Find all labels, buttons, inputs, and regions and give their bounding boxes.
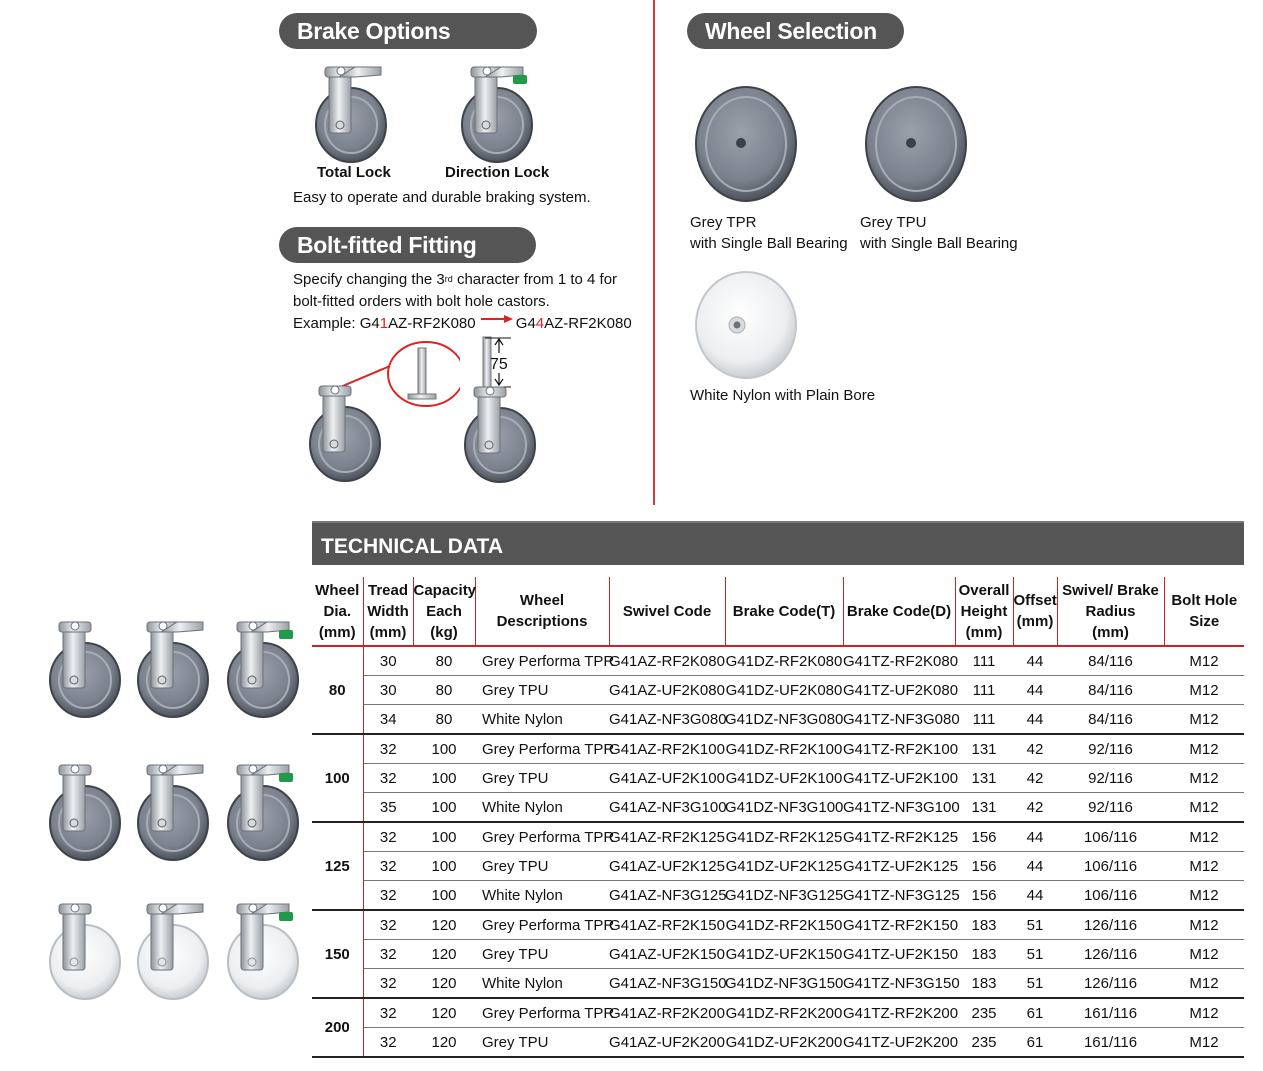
table-cell: 44 bbox=[1013, 705, 1057, 735]
wheel-dia-cell: 125 bbox=[312, 822, 363, 910]
table-cell: 183 bbox=[955, 910, 1013, 940]
table-row bbox=[312, 998, 1244, 1028]
table-cell: 111 bbox=[955, 646, 1013, 676]
column-header-line: Swivel Code bbox=[622, 602, 712, 620]
table-cell: G41AZ-NF3G150 bbox=[609, 969, 725, 999]
table-cell: 61 bbox=[1013, 998, 1057, 1028]
table-cell: 131 bbox=[955, 793, 1013, 823]
table-cell: Grey TPU bbox=[475, 676, 609, 705]
table-cell: 235 bbox=[955, 1028, 1013, 1058]
table-cell: G41DZ-UF2K125 bbox=[725, 852, 843, 881]
table-cell: Grey TPU bbox=[475, 1028, 609, 1058]
table-cell: 80 bbox=[413, 646, 475, 676]
column-header-line: (mm) bbox=[1016, 613, 1054, 630]
table-cell: 80 bbox=[413, 676, 475, 705]
table-cell: 80 bbox=[413, 705, 475, 735]
table-cell: M12 bbox=[1164, 764, 1244, 793]
table-cell: 32 bbox=[363, 764, 413, 793]
column-header-line: Wheel Descriptions bbox=[496, 592, 588, 630]
table-row bbox=[312, 881, 1244, 911]
table-cell: 100 bbox=[413, 822, 475, 852]
table-cell: G41DZ-UF2K080 bbox=[725, 676, 843, 705]
table-cell: 32 bbox=[363, 734, 413, 764]
table-cell: White Nylon bbox=[475, 705, 609, 735]
column-header bbox=[1164, 577, 1244, 646]
section-divider bbox=[653, 0, 655, 505]
table-cell: G41DZ-RF2K200 bbox=[725, 998, 843, 1028]
table-row bbox=[312, 793, 1244, 823]
table-cell: G41TZ-NF3G150 bbox=[843, 969, 955, 999]
bolt-fitted-line1: Specify changing the 3rd character from 1 to 4 for bbox=[293, 271, 618, 288]
table-cell: 126/116 bbox=[1057, 910, 1164, 940]
table-cell: 84/116 bbox=[1057, 646, 1164, 676]
table-cell: 111 bbox=[955, 676, 1013, 705]
table-cell: G41AZ-UF2K150 bbox=[609, 940, 725, 969]
wheel-dia-cell: 80 bbox=[312, 646, 363, 734]
table-cell: G41DZ-UF2K100 bbox=[725, 764, 843, 793]
table-cell: 156 bbox=[955, 852, 1013, 881]
table-cell: 156 bbox=[955, 822, 1013, 852]
table-cell: 44 bbox=[1013, 852, 1057, 881]
table-row bbox=[312, 910, 1244, 940]
table-cell: 44 bbox=[1013, 646, 1057, 676]
column-header-line: Dia. bbox=[323, 602, 351, 620]
table-cell: 32 bbox=[363, 852, 413, 881]
column-header-line: Brake Code(D) bbox=[846, 602, 952, 620]
table-cell: G41DZ-NF3G125 bbox=[725, 881, 843, 911]
table-cell: 32 bbox=[363, 940, 413, 969]
table-cell: 35 bbox=[363, 793, 413, 823]
white-nylon-label: White Nylon with Plain Bore bbox=[690, 387, 876, 404]
table-cell: 120 bbox=[413, 940, 475, 969]
table-cell: 106/116 bbox=[1057, 822, 1164, 852]
table-cell: 42 bbox=[1013, 764, 1057, 793]
bolt-hole-castor-icon bbox=[300, 338, 460, 488]
table-row bbox=[312, 969, 1244, 999]
column-header-line: (mm) bbox=[1092, 623, 1129, 641]
grey-tpr-label: Grey TPR with Single Ball Bearing bbox=[690, 214, 848, 252]
wheel-dia-cell: 200 bbox=[312, 998, 363, 1057]
table-cell: G41AZ-NF3G080 bbox=[609, 705, 725, 735]
table-cell: G41AZ-NF3G100 bbox=[609, 793, 725, 823]
table-cell: White Nylon bbox=[475, 881, 609, 911]
table-cell: G41TZ-RF2K080 bbox=[843, 646, 955, 676]
column-header-line: Wheel bbox=[315, 581, 360, 599]
column-header bbox=[609, 577, 725, 646]
wheel-dia-cell: 100 bbox=[312, 734, 363, 822]
table-cell: 30 bbox=[363, 646, 413, 676]
technical-data-heading: TECHNICAL DATA bbox=[312, 521, 1244, 565]
table-cell: 30 bbox=[363, 676, 413, 705]
table-cell: 100 bbox=[413, 881, 475, 911]
table-cell: 51 bbox=[1013, 969, 1057, 999]
column-header bbox=[1013, 577, 1057, 646]
bolt-fitted-heading: Bolt-fitted Fitting bbox=[279, 227, 536, 263]
column-header-line: (mm) bbox=[318, 623, 356, 641]
table-cell: G41TZ-UF2K200 bbox=[843, 1028, 955, 1058]
table-cell: 32 bbox=[363, 910, 413, 940]
table-cell: 44 bbox=[1013, 676, 1057, 705]
column-header bbox=[413, 577, 475, 646]
bolt-fitted-line2: bolt-fitted orders with bolt hole castors. bbox=[293, 293, 550, 310]
table-row bbox=[312, 940, 1244, 969]
table-cell: G41TZ-RF2K125 bbox=[843, 822, 955, 852]
total-lock-castor-icon bbox=[306, 65, 396, 165]
table-cell: M12 bbox=[1164, 822, 1244, 852]
table-row bbox=[312, 852, 1244, 881]
table-cell: G41AZ-UF2K080 bbox=[609, 676, 725, 705]
column-header-line: (kg) bbox=[430, 623, 458, 641]
table-row bbox=[312, 734, 1244, 764]
castor-product-grid bbox=[40, 620, 315, 1005]
wheel-dia-cell: 150 bbox=[312, 910, 363, 998]
table-cell: G41DZ-RF2K125 bbox=[725, 822, 843, 852]
technical-data-table bbox=[312, 577, 1244, 1058]
table-cell: G41AZ-RF2K125 bbox=[609, 822, 725, 852]
table-cell: M12 bbox=[1164, 1028, 1244, 1058]
column-header-line: Overall bbox=[958, 581, 1010, 599]
table-cell: Grey TPU bbox=[475, 764, 609, 793]
column-header-line: Width bbox=[367, 602, 409, 620]
table-cell: 120 bbox=[413, 910, 475, 940]
table-row bbox=[312, 646, 1244, 676]
column-header bbox=[475, 577, 609, 646]
table-cell: 92/116 bbox=[1057, 793, 1164, 823]
table-cell: G41AZ-UF2K100 bbox=[609, 764, 725, 793]
grey-tpr-wheel-icon bbox=[694, 85, 799, 203]
column-header bbox=[312, 577, 363, 646]
table-cell: White Nylon bbox=[475, 793, 609, 823]
table-cell: White Nylon bbox=[475, 969, 609, 999]
column-header bbox=[363, 577, 413, 646]
table-cell: M12 bbox=[1164, 793, 1244, 823]
table-cell: Grey Performa TPR bbox=[475, 646, 609, 676]
table-header-row bbox=[312, 577, 1244, 646]
table-cell: M12 bbox=[1164, 881, 1244, 911]
table-cell: G41DZ-NF3G150 bbox=[725, 969, 843, 999]
table-cell: 32 bbox=[363, 969, 413, 999]
table-cell: M12 bbox=[1164, 998, 1244, 1028]
table-cell: G41AZ-NF3G125 bbox=[609, 881, 725, 911]
table-cell: G41AZ-RF2K200 bbox=[609, 998, 725, 1028]
table-cell: 92/116 bbox=[1057, 764, 1164, 793]
table-cell: 120 bbox=[413, 969, 475, 999]
column-header-line: Tread bbox=[367, 581, 409, 599]
table-cell: M12 bbox=[1164, 910, 1244, 940]
table-cell: Grey Performa TPR bbox=[475, 822, 609, 852]
table-cell: M12 bbox=[1164, 646, 1244, 676]
table-cell: Grey Performa TPR bbox=[475, 998, 609, 1028]
table-cell: G41TZ-NF3G125 bbox=[843, 881, 955, 911]
table-cell: G41AZ-UF2K200 bbox=[609, 1028, 725, 1058]
table-cell: G41TZ-UF2K100 bbox=[843, 764, 955, 793]
table-row bbox=[312, 1028, 1244, 1058]
column-header-line: Bolt Hole bbox=[1171, 592, 1238, 609]
column-header bbox=[955, 577, 1013, 646]
table-cell: G41TZ-RF2K200 bbox=[843, 998, 955, 1028]
table-row bbox=[312, 822, 1244, 852]
table-cell: 100 bbox=[413, 734, 475, 764]
table-cell: 120 bbox=[413, 998, 475, 1028]
table-cell: 111 bbox=[955, 705, 1013, 735]
table-cell: G41TZ-NF3G080 bbox=[843, 705, 955, 735]
table-cell: G41TZ-RF2K100 bbox=[843, 734, 955, 764]
column-header-line: Height bbox=[960, 602, 1008, 620]
column-header-line: (mm) bbox=[965, 623, 1003, 641]
table-cell: M12 bbox=[1164, 676, 1244, 705]
table-row bbox=[312, 676, 1244, 705]
grey-tpu-label: Grey TPU with Single Ball Bearing bbox=[860, 214, 1018, 252]
column-header-line: Swivel/ Brake bbox=[1062, 581, 1159, 599]
column-header bbox=[725, 577, 843, 646]
table-cell: 126/116 bbox=[1057, 969, 1164, 999]
column-header-line: (mm) bbox=[369, 623, 407, 641]
table-cell: 161/116 bbox=[1057, 998, 1164, 1028]
table-cell: 161/116 bbox=[1057, 1028, 1164, 1058]
table-cell: 32 bbox=[363, 881, 413, 911]
arrow-right-icon bbox=[480, 309, 516, 330]
table-cell: M12 bbox=[1164, 734, 1244, 764]
table-cell: Grey TPU bbox=[475, 852, 609, 881]
table-cell: G41TZ-UF2K125 bbox=[843, 852, 955, 881]
table-cell: 235 bbox=[955, 998, 1013, 1028]
table-cell: 126/116 bbox=[1057, 940, 1164, 969]
table-cell: G41DZ-RF2K100 bbox=[725, 734, 843, 764]
table-cell: G41TZ-RF2K150 bbox=[843, 910, 955, 940]
total-lock-label: Total Lock bbox=[317, 164, 391, 181]
table-cell: G41TZ-NF3G100 bbox=[843, 793, 955, 823]
table-cell: 51 bbox=[1013, 910, 1057, 940]
table-cell: 51 bbox=[1013, 940, 1057, 969]
direction-lock-label: Direction Lock bbox=[445, 164, 550, 181]
column-header-line: Brake Code(T) bbox=[732, 602, 836, 620]
table-cell: G41AZ-RF2K080 bbox=[609, 646, 725, 676]
table-cell: 42 bbox=[1013, 734, 1057, 764]
table-cell: 120 bbox=[413, 1028, 475, 1058]
table-row bbox=[312, 705, 1244, 735]
table-cell: 106/116 bbox=[1057, 852, 1164, 881]
table-cell: Grey Performa TPR bbox=[475, 910, 609, 940]
table-cell: 61 bbox=[1013, 1028, 1057, 1058]
table-cell: 131 bbox=[955, 764, 1013, 793]
table-row bbox=[312, 764, 1244, 793]
table-cell: G41AZ-RF2K150 bbox=[609, 910, 725, 940]
table-cell: 183 bbox=[955, 969, 1013, 999]
table-cell: G41AZ-RF2K100 bbox=[609, 734, 725, 764]
wheel-selection-heading: Wheel Selection bbox=[687, 13, 904, 49]
column-header bbox=[843, 577, 955, 646]
white-nylon-wheel-icon bbox=[694, 270, 799, 380]
table-cell: M12 bbox=[1164, 940, 1244, 969]
table-cell: G41TZ-UF2K080 bbox=[843, 676, 955, 705]
table-cell: 32 bbox=[363, 822, 413, 852]
table-cell: 100 bbox=[413, 764, 475, 793]
table-cell: 44 bbox=[1013, 881, 1057, 911]
column-header-line: Each bbox=[426, 602, 462, 620]
bolt-length-dimension: 75 bbox=[490, 356, 508, 373]
table-cell: G41DZ-NF3G080 bbox=[725, 705, 843, 735]
table-cell: 32 bbox=[363, 1028, 413, 1058]
table-cell: G41AZ-UF2K125 bbox=[609, 852, 725, 881]
table-cell: 42 bbox=[1013, 793, 1057, 823]
table-cell: 84/116 bbox=[1057, 676, 1164, 705]
table-cell: 106/116 bbox=[1057, 881, 1164, 911]
table-cell: Grey TPU bbox=[475, 940, 609, 969]
table-cell: G41DZ-NF3G100 bbox=[725, 793, 843, 823]
table-cell: 131 bbox=[955, 734, 1013, 764]
brake-options-heading: Brake Options bbox=[279, 13, 537, 49]
table-cell: G41DZ-RF2K080 bbox=[725, 646, 843, 676]
column-header-line: Radius bbox=[1085, 602, 1136, 620]
table-cell: 156 bbox=[955, 881, 1013, 911]
table-cell: 100 bbox=[413, 852, 475, 881]
table-cell: M12 bbox=[1164, 705, 1244, 735]
column-header-line: Capacity bbox=[413, 581, 477, 599]
table-cell: 183 bbox=[955, 940, 1013, 969]
table-cell: 84/116 bbox=[1057, 705, 1164, 735]
column-header-line: Size bbox=[1189, 613, 1220, 630]
table-cell: G41DZ-RF2K150 bbox=[725, 910, 843, 940]
table-cell: 100 bbox=[413, 793, 475, 823]
table-cell: 44 bbox=[1013, 822, 1057, 852]
direction-lock-castor-icon bbox=[452, 65, 542, 165]
bolt-fitted-example: Example: G41AZ-RF2K080 G44AZ-RF2K080 bbox=[293, 313, 632, 334]
column-header-line: Offset bbox=[1013, 592, 1057, 609]
table-cell: 92/116 bbox=[1057, 734, 1164, 764]
table-cell: M12 bbox=[1164, 969, 1244, 999]
table-cell: G41DZ-UF2K200 bbox=[725, 1028, 843, 1058]
column-header bbox=[1057, 577, 1164, 646]
table-cell: 34 bbox=[363, 705, 413, 735]
table-cell: G41TZ-UF2K150 bbox=[843, 940, 955, 969]
table-cell: M12 bbox=[1164, 852, 1244, 881]
table-cell: G41DZ-UF2K150 bbox=[725, 940, 843, 969]
table-cell: Grey Performa TPR bbox=[475, 734, 609, 764]
brake-description: Easy to operate and durable braking system. bbox=[293, 189, 591, 206]
table-cell: 32 bbox=[363, 998, 413, 1028]
grey-tpu-wheel-icon bbox=[864, 85, 969, 203]
